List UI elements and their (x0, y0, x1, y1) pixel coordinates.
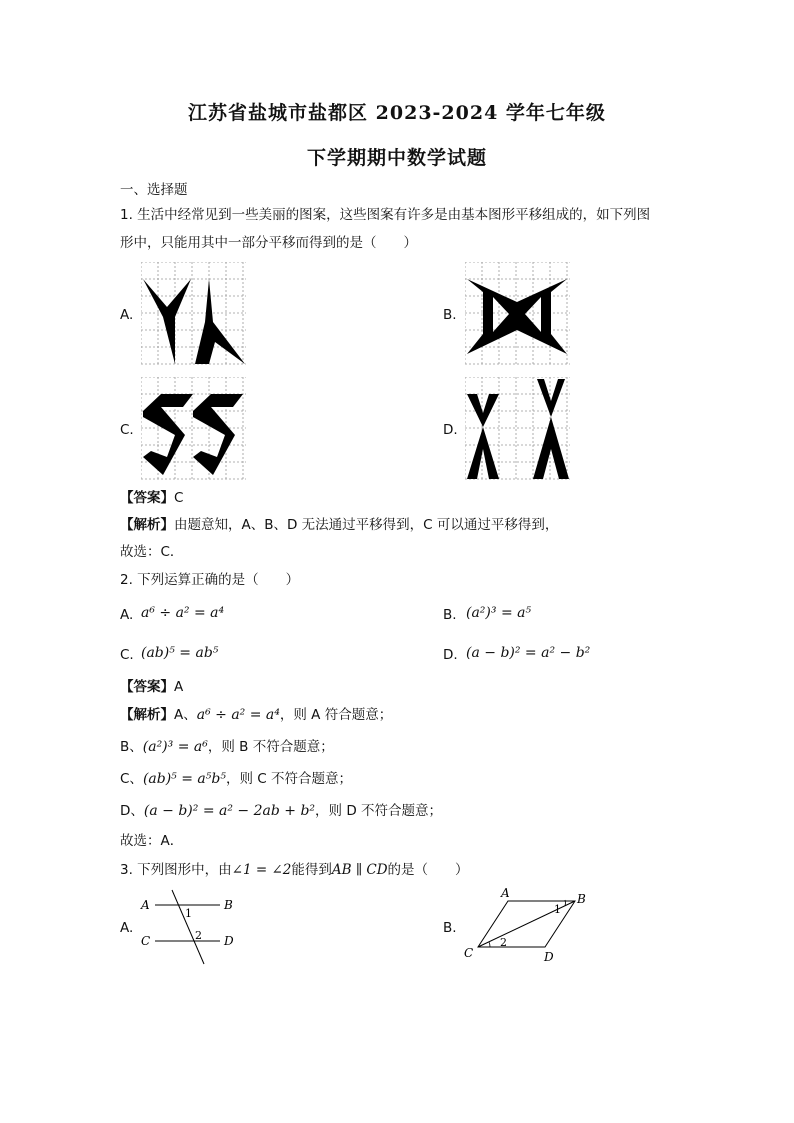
answer-tag: 【答案】 (120, 490, 174, 506)
answer-value: A (174, 679, 184, 695)
q2-analysis-line-a (120, 705, 392, 725)
analysis-math: a⁶ ÷ a² = a⁴ (196, 707, 280, 723)
q1-figure-b (465, 262, 570, 365)
analysis-math: (ab)⁵ = a⁵b⁵ (142, 771, 226, 787)
angle-2-label: 2 (500, 936, 507, 949)
q1-figure-a (141, 262, 246, 365)
point-c-label: C (141, 934, 151, 948)
q1-figure-d (465, 377, 570, 480)
q1-conclusion: 故选：C． (120, 544, 184, 560)
q2-analysis-line-b (120, 737, 334, 757)
q2-option-c: (ab)⁵ = ab⁵ (141, 645, 219, 661)
q1-stem-line1: 1. 生活中经常见到一些美丽的图案，这些图案有许多是由基本图形平移组成的，如下列图 (120, 207, 651, 223)
q2-conclusion: 故选：A． (120, 833, 184, 849)
analysis-prefix: D、 (120, 803, 144, 819)
q1-option-b-label: B. (443, 307, 457, 323)
point-b-label: B (577, 892, 586, 906)
paper-title-line1: 江苏省盐城市盐都区 2023-2024 学年七年级 (188, 102, 606, 124)
angle-1-label: 1 (185, 907, 192, 920)
q1-stem-line2: 形中，只能用其中一部分平移而得到的是（ ） (120, 235, 417, 251)
angle-2-label: 2 (195, 929, 202, 942)
q2-option-d: (a − b)² = a² − b² (466, 645, 591, 661)
q2-analysis-line-d (120, 801, 442, 821)
section-heading: 一、选择题 (120, 182, 188, 198)
q2-analysis-line-c (120, 769, 352, 789)
point-d-label: D (224, 934, 234, 948)
answer-value: C (174, 490, 184, 506)
analysis-suffix: ，则 D 不符合题意； (315, 803, 443, 819)
stem-text: 的是（ ） (387, 862, 469, 878)
analysis-prefix: C、 (120, 771, 143, 787)
q3-option-b-label: B. (443, 920, 457, 936)
q1-option-c-label: C. (120, 422, 134, 438)
q2-option-b: (a²)³ = a⁵ (466, 605, 532, 621)
point-d-label: D (544, 950, 554, 964)
analysis-suffix: ，则 A 符合题意； (279, 707, 393, 723)
point-c-label: C (464, 946, 474, 960)
q2-option-d-label: D. (443, 647, 458, 663)
q1-figure-c (141, 377, 246, 480)
q1-answer (120, 488, 183, 508)
stem-text: 3. 下列图形中，由 (120, 862, 232, 878)
answer-tag: 【答案】 (120, 679, 174, 695)
q2-answer (120, 677, 183, 697)
q3-stem (120, 860, 469, 880)
q1-analysis (120, 515, 558, 535)
stem-math: ∠1 = ∠2 (231, 862, 292, 878)
analysis-suffix: ，则 B 不符合题意； (207, 739, 334, 755)
q2-option-a-label: A. (120, 607, 134, 623)
q3-figure-b (460, 887, 590, 967)
q2-option-a: a⁶ ÷ a² = a⁴ (141, 605, 225, 621)
q3-option-a-label: A. (120, 920, 134, 936)
analysis-math: (a²)³ = a⁶ (142, 739, 208, 755)
point-a-label: A (141, 898, 150, 912)
point-a-label: A (501, 887, 510, 900)
paper-title-line2: 下学期期中数学试题 (306, 147, 487, 169)
analysis-prefix: B、 (120, 739, 143, 755)
analysis-suffix: ，则 C 不符合题意； (225, 771, 352, 787)
q1-option-d-label: D. (443, 422, 458, 438)
q2-option-c-label: C. (120, 647, 134, 663)
stem-text: 能得到 (291, 862, 332, 878)
q2-option-b-label: B. (443, 607, 457, 623)
point-b-label: B (224, 898, 233, 912)
q1-option-a-label: A. (120, 307, 134, 323)
q2-stem: 2. 下列运算正确的是（ ） (120, 572, 300, 588)
angle-1-label: 1 (554, 903, 561, 916)
stem-math: AB ∥ CD (331, 862, 388, 878)
q3-figure-a (138, 888, 248, 968)
analysis-prefix: A、 (174, 707, 197, 723)
analysis-tag: 【解析】 (120, 517, 174, 533)
analysis-text: 由题意知，A、B、D 无法通过平移得到，C 可以通过平移得到， (174, 517, 559, 533)
analysis-tag: 【解析】 (120, 707, 174, 723)
analysis-math: (a − b)² = a² − 2ab + b² (143, 803, 316, 819)
